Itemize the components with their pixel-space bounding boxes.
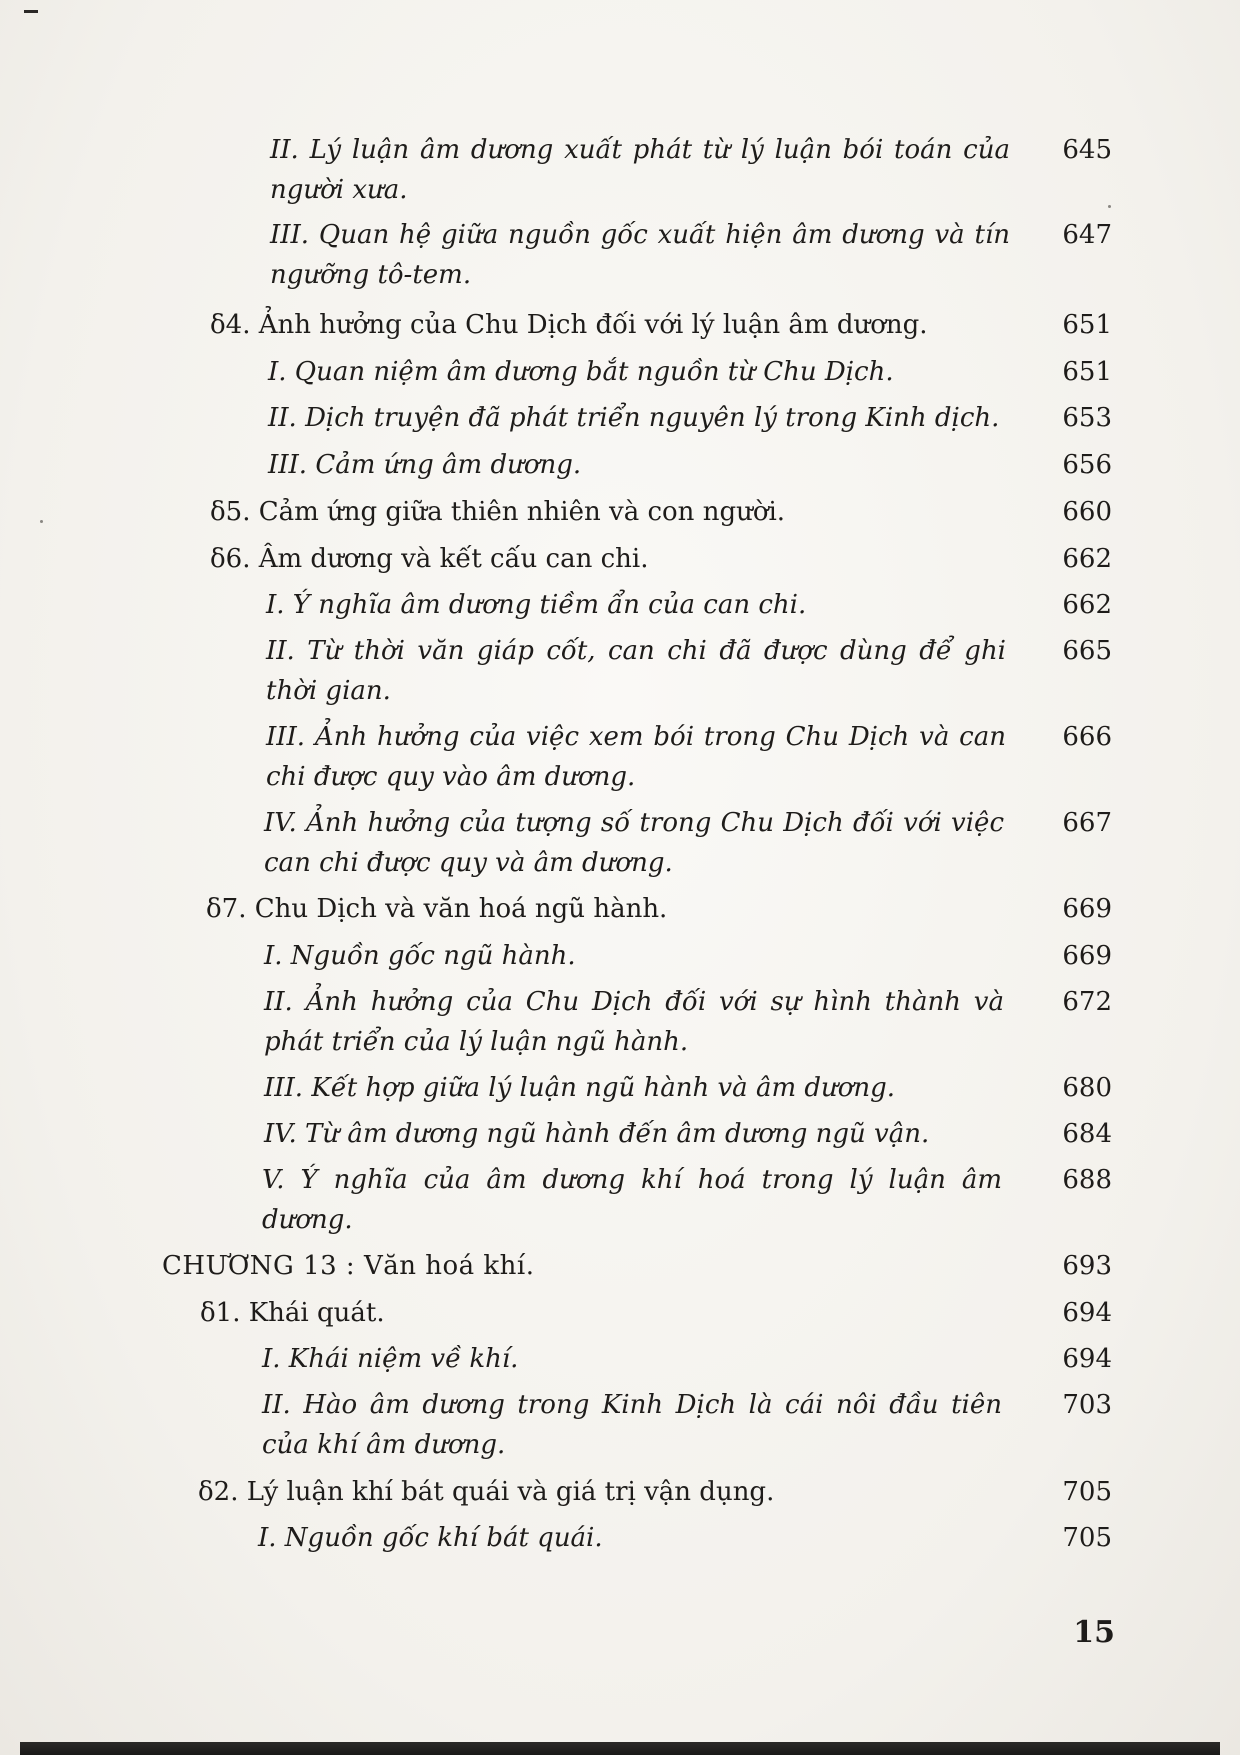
toc-entry [200,1293,1112,1333]
toc-entry-title: δ6. Âm dương và kết cấu can chi. [210,544,649,574]
toc-entry-page: 693 [1062,1251,1112,1281]
toc-entry [262,1385,1112,1465]
toc-entry [198,1472,1112,1512]
toc-entry-title: III. Kết hợp giữa lý luận ngũ hành và âm dương. [264,1073,896,1103]
toc-entry-title: II. Ảnh hưởng của Chu Dịch đối với sự hình thành và phát triển của lý luận ngũ hành. [264,987,1004,1057]
toc-entry-page: 651 [1062,310,1112,340]
toc-entry-page: 666 [1062,722,1112,752]
toc-entry-page: 651 [1062,357,1112,387]
toc-entry-page: 667 [1062,808,1112,838]
toc-entry-title: I. Nguồn gốc khí bát quái. [258,1523,603,1553]
toc-entry [264,982,1112,1062]
toc-entry-page: 694 [1062,1298,1112,1328]
toc-entry [266,585,1112,625]
toc-entry-page: 645 [1062,135,1112,165]
toc-entry-page: 660 [1062,497,1112,527]
toc-entry [268,445,1112,485]
toc-entry-title: IV. Từ âm dương ngũ hành đến âm dương ngũ vận. [264,1119,930,1149]
toc-entry-page: 684 [1062,1119,1112,1149]
toc-entry [264,803,1112,883]
scan-speck [1108,205,1111,208]
toc-entry-title: δ1. Khái quát. [200,1298,385,1328]
toc-entry-page: 653 [1062,403,1112,433]
toc-entry-page: 680 [1062,1073,1112,1103]
toc-entry-page: 703 [1062,1390,1112,1420]
toc-entry-title: II. Hào âm dương trong Kinh Dịch là cái nôi đầu tiên của khí âm dương. [262,1390,1002,1460]
toc-entry-page: 665 [1062,636,1112,666]
toc-entry [210,539,1112,579]
toc-entry [270,130,1112,210]
toc-entry-title: V. Ý nghĩa của âm dương khí hoá trong lý luận âm dương. [262,1165,1002,1235]
toc-entry-page: 662 [1062,544,1112,574]
toc-entry [264,1114,1112,1154]
toc-entry-title: δ4. Ảnh hưởng của Chu Dịch đối với lý luận âm dương. [210,310,928,340]
toc-entry-title: II. Dịch truyện đã phát triển nguyên lý trong Kinh dịch. [268,403,1000,433]
toc-entry-page: 688 [1062,1165,1112,1195]
toc-entry-title: I. Quan niệm âm dương bắt nguồn từ Chu Dịch. [268,357,894,387]
toc-entry-title: I. Khái niệm về khí. [262,1344,519,1374]
toc-entry-title: II. Lý luận âm dương xuất phát từ lý luận bói toán của người xưa. [270,135,1010,205]
toc-entry [268,398,1112,438]
toc-entry [266,631,1112,711]
toc-entry [270,215,1112,295]
toc-entry-page: 647 [1062,220,1112,250]
toc-entry-page: 672 [1062,987,1112,1017]
toc-entry-page: 669 [1062,894,1112,924]
toc-entry [264,936,1112,976]
toc-entry-title: IV. Ảnh hưởng của tượng số trong Chu Dịch đối với việc can chi được quy và âm dương. [264,808,1004,878]
toc-entry-title: III. Ảnh hưởng của việc xem bói trong Chu Dịch và can chi được quy vào âm dương. [266,722,1006,792]
toc-entry-title: III. Quan hệ giữa nguồn gốc xuất hiện âm dương và tín ngưỡng tô-tem. [270,220,1010,290]
toc-entry [266,717,1112,797]
toc-entry-title: I. Nguồn gốc ngũ hành. [264,941,576,971]
toc-entry-page: 656 [1062,450,1112,480]
toc-entry-title: δ5. Cảm ứng giữa thiên nhiên và con người. [210,497,786,527]
toc-entry-title: δ7. Chu Dịch và văn hoá ngũ hành. [206,894,668,924]
toc-entry [206,889,1112,929]
scan-bottom-edge [20,1742,1220,1755]
toc-entry-title: CHƯƠNG 13 : Văn hoá khí. [162,1251,535,1281]
toc-entry [162,1246,1112,1286]
toc-entry-page: 705 [1062,1523,1112,1553]
toc-entry-page: 669 [1062,941,1112,971]
toc-entry-title: δ2. Lý luận khí bát quái và giá trị vận dụng. [198,1477,775,1507]
toc-entry-page: 694 [1062,1344,1112,1374]
toc-entry-title: II. Từ thời văn giáp cốt, can chi đã được dùng để ghi thời gian. [266,636,1006,706]
toc-entry [264,1068,1112,1108]
scan-speck [40,520,43,523]
toc-entry [258,1518,1112,1558]
toc-entry-page: 705 [1062,1477,1112,1507]
page-number: 15 [1073,1615,1115,1650]
toc-entry [262,1339,1112,1379]
toc-entry-title: I. Ý nghĩa âm dương tiềm ẩn của can chi. [266,590,807,620]
toc-entry [262,1160,1112,1240]
toc-entry [210,305,1112,345]
toc-entry-page: 662 [1062,590,1112,620]
toc-entry [268,352,1112,392]
toc-entry [210,492,1112,532]
toc-entry-title: III. Cảm ứng âm dương. [268,450,582,480]
